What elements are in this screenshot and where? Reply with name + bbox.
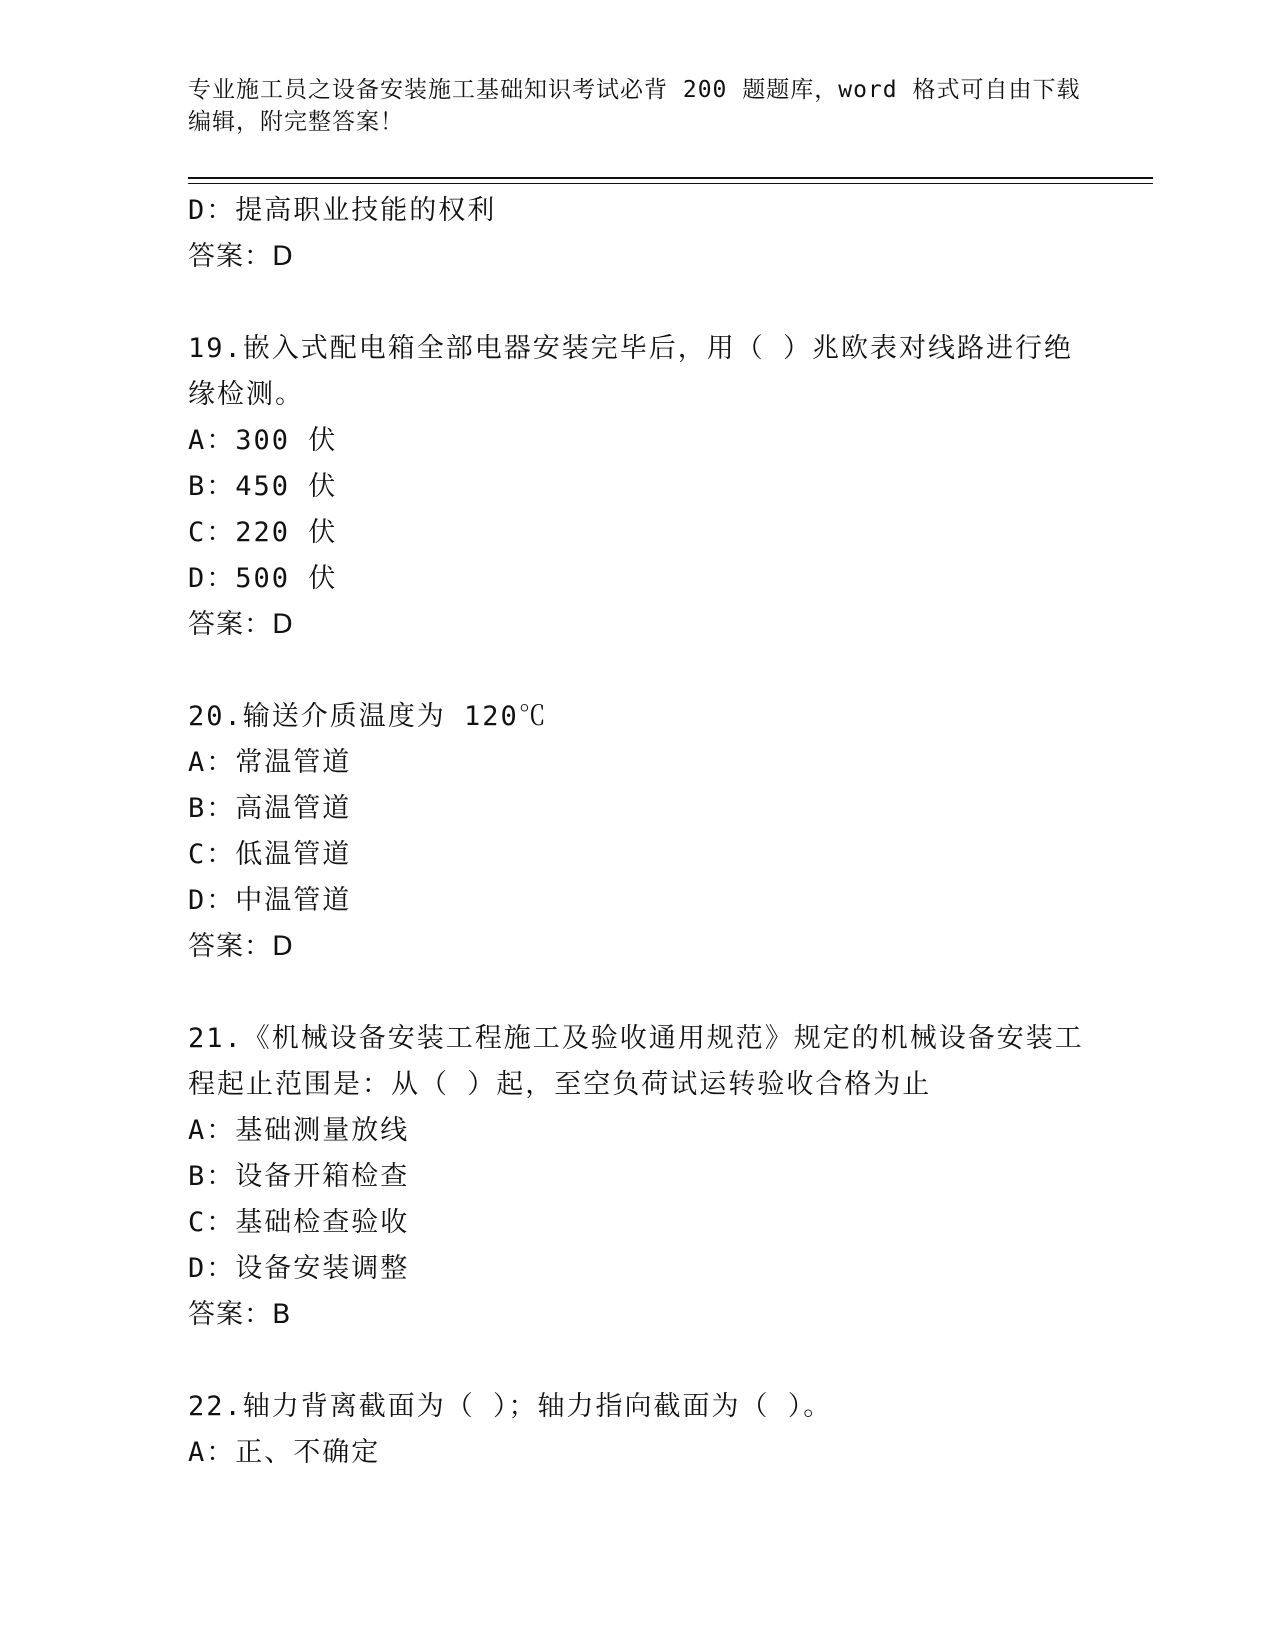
- question-22: [188, 1384, 1088, 1476]
- question-text: 21.《机械设备安装工程施工及验收通用规范》规定的机械设备安装工: [188, 1023, 1084, 1054]
- option-d: D：中温管道: [188, 885, 352, 916]
- option-d: D：500 伏: [188, 563, 338, 594]
- header-rule-thin: [188, 183, 1153, 184]
- option-b: B：高温管道: [188, 793, 352, 824]
- question-21: [188, 1016, 1088, 1338]
- option-c: C：基础检查验收: [188, 1207, 410, 1238]
- spacer: [188, 1338, 1088, 1384]
- option-a: A：300 伏: [188, 425, 338, 456]
- option-a: A：正、不确定: [188, 1437, 381, 1468]
- question-text-cont: 缘检测。: [188, 379, 304, 410]
- question-19: [188, 326, 1088, 648]
- question-text-cont: 程起止范围是：从（ ）起，至空负荷试运转验收合格为止: [188, 1069, 932, 1100]
- option-d: D：设备安装调整: [188, 1253, 410, 1284]
- question-content: [188, 188, 1088, 1476]
- question-20: [188, 694, 1088, 970]
- header-line-2: 编辑，附完整答案！: [188, 109, 404, 135]
- question-text: 22.轴力背离截面为（ ）；轴力指向截面为（ ）。: [188, 1391, 833, 1422]
- option-a: A：常温管道: [188, 747, 352, 778]
- option-b: B：450 伏: [188, 471, 338, 502]
- question-text: 20.输送介质温度为 120℃: [188, 701, 548, 732]
- option-b: B：设备开箱检查: [188, 1161, 410, 1192]
- spacer: [188, 280, 1088, 326]
- spacer: [188, 648, 1088, 694]
- answer: 答案：D: [188, 931, 294, 962]
- spacer: [188, 970, 1088, 1016]
- option-c: C：低温管道: [188, 839, 352, 870]
- option-c: C：220 伏: [188, 517, 338, 548]
- prev-answer: 答案：D: [188, 241, 294, 272]
- answer: 答案：B: [188, 1299, 292, 1330]
- header-line-1: 专业施工员之设备安装施工基础知识考试必背 200 题题库，word 格式可自由下载: [188, 77, 1081, 103]
- option-a: A：基础测量放线: [188, 1115, 410, 1146]
- question-text: 19.嵌入式配电箱全部电器安装完毕后，用（ ）兆欧表对线路进行绝: [188, 333, 1074, 364]
- document-header: [188, 74, 1088, 138]
- prev-option-d: D：提高职业技能的权利: [188, 195, 497, 226]
- answer: 答案：D: [188, 609, 294, 640]
- header-rule-thick: [188, 177, 1153, 179]
